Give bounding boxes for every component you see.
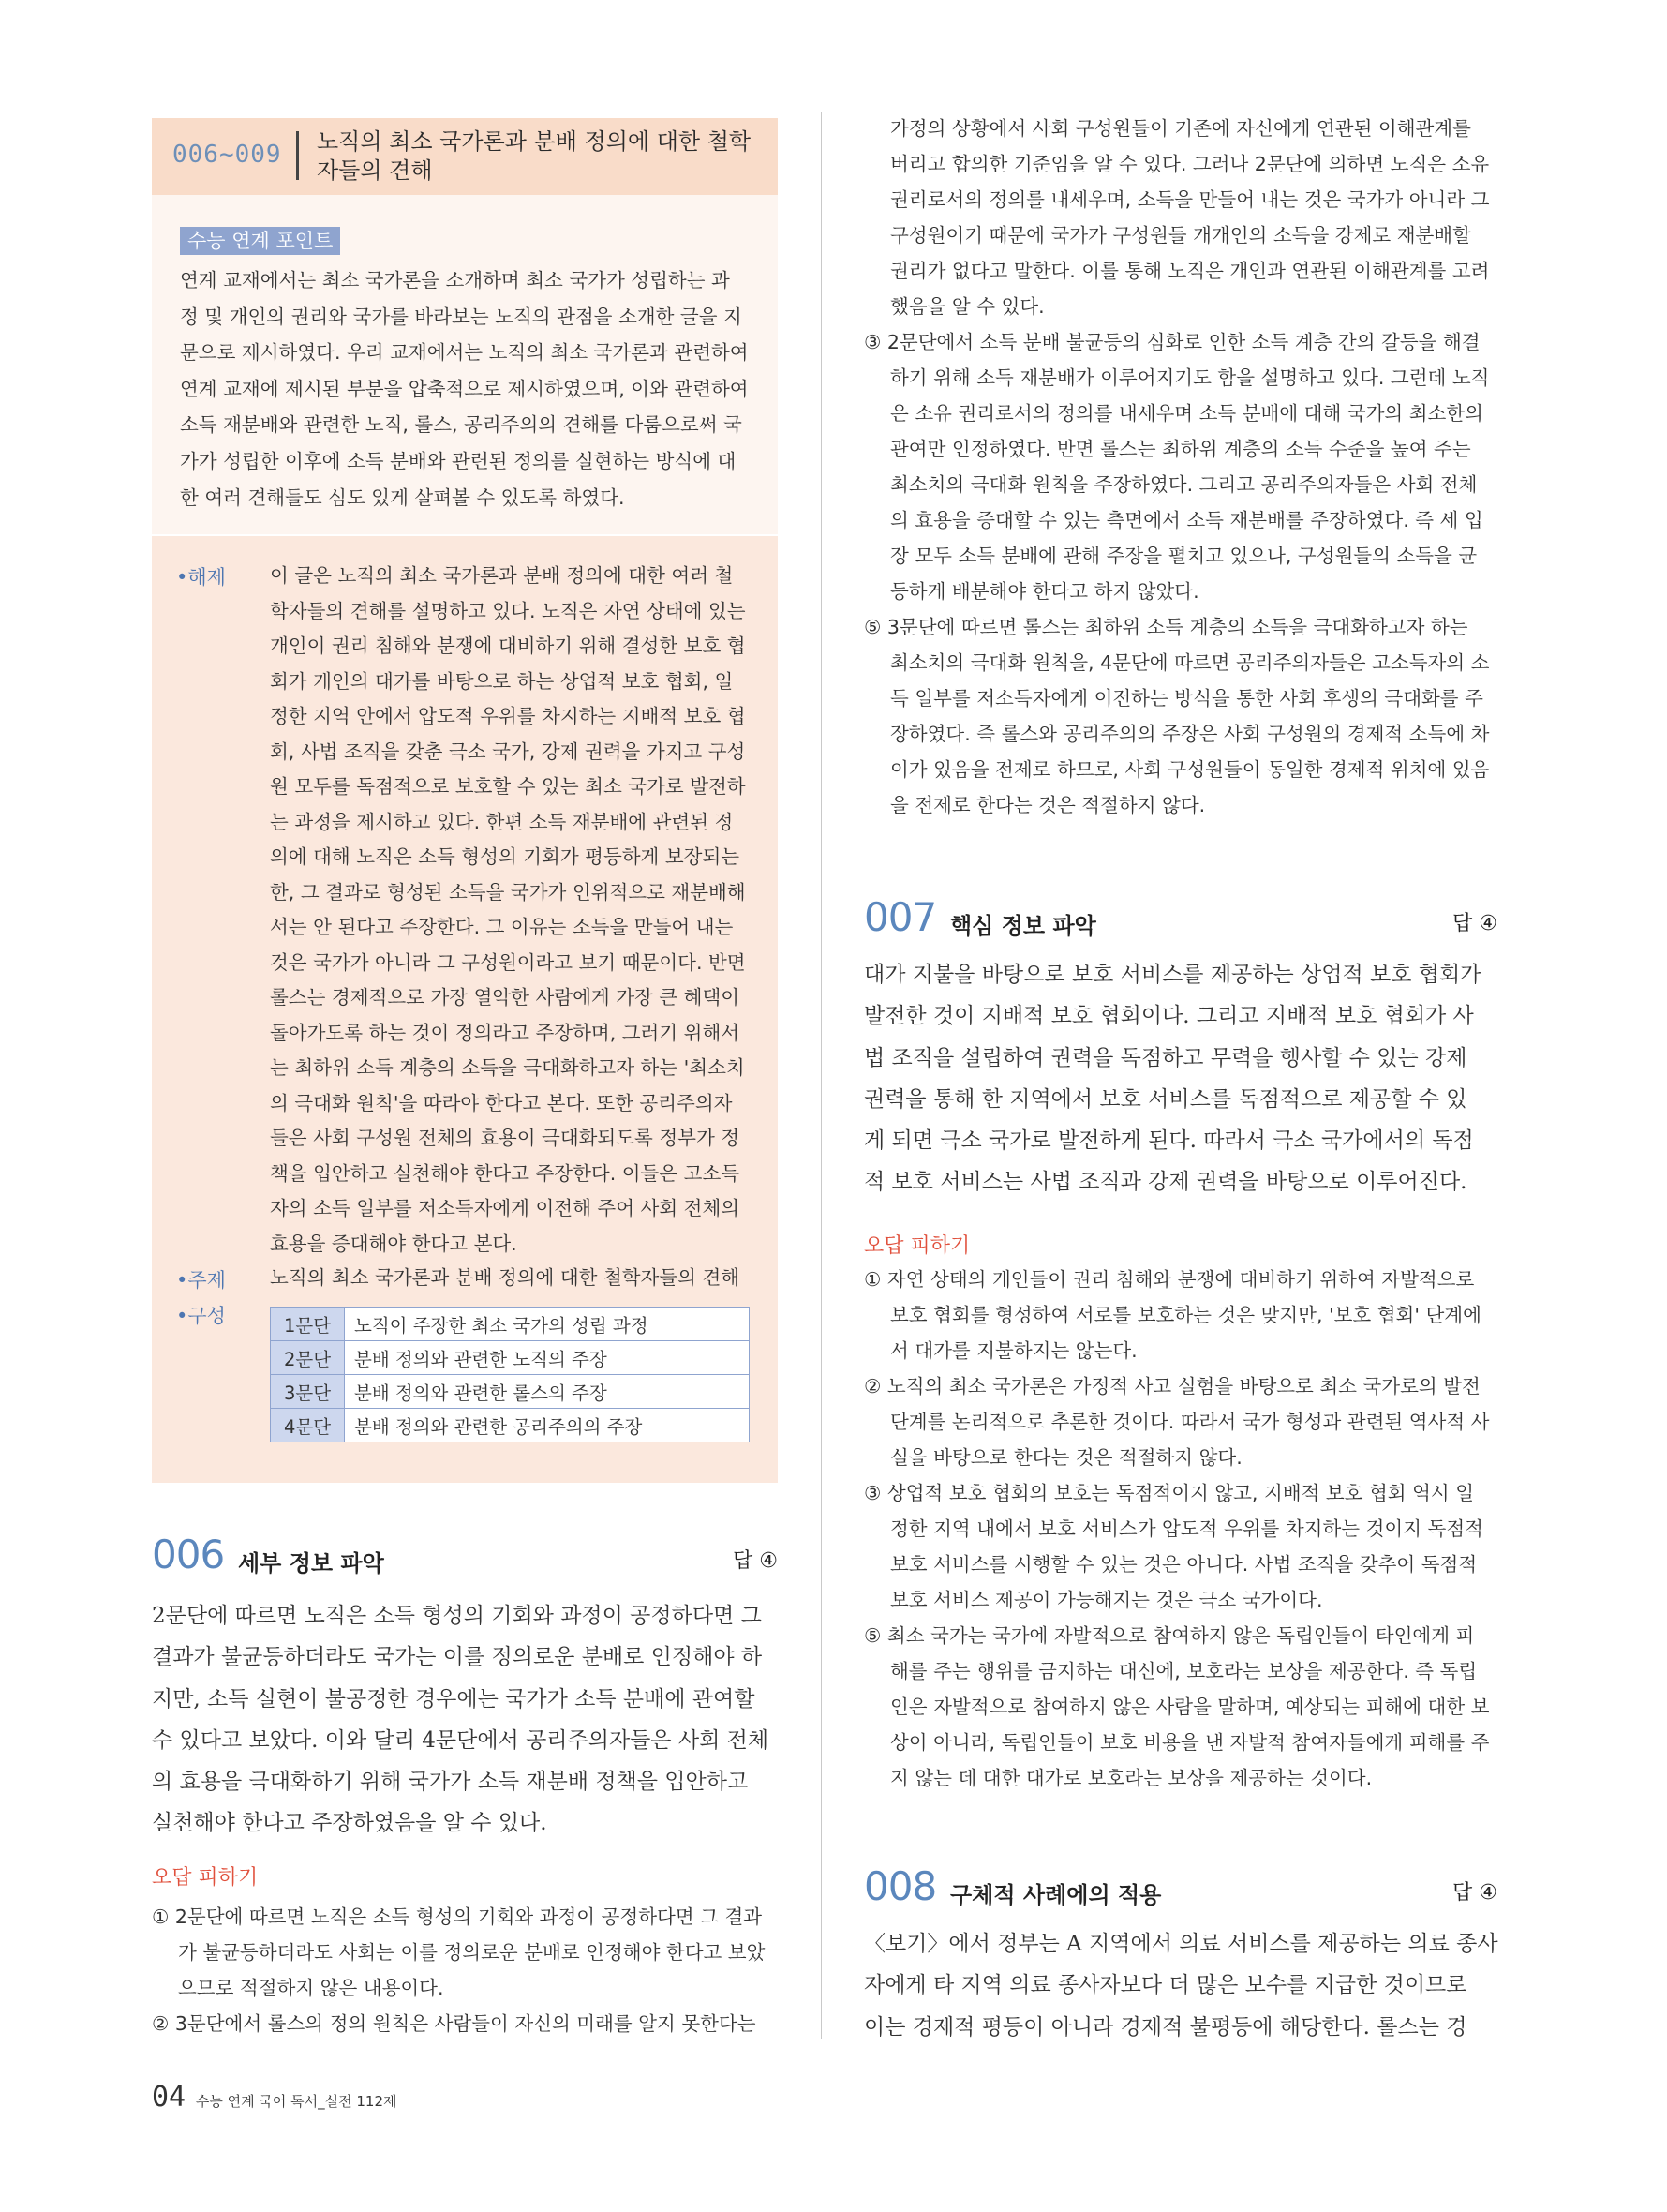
text-line: 는 최하위 소득 계층의 소득을 극대화하고자 하는 '최소치	[270, 1056, 745, 1079]
text-line: 상이 아니라, 독립인들이 보호 비용을 낸 자발적 참여자들에게 피해를 주	[890, 1731, 1490, 1754]
wrong-answer-label: 오답 피하기	[152, 1866, 259, 1890]
question-title: 세부 정보 파악	[238, 1550, 384, 1577]
question-007-explanation	[864, 954, 1497, 1203]
text-line: ② 노직의 최소 국가론은 가정적 사고 실험을 바탕으로 최소 국가로의 발전	[864, 1375, 1481, 1397]
text-line: 소득 재분배와 관련한 노직, 롤스, 공리주의의 견해를 다룸으로써 국	[180, 413, 742, 437]
question-number: 006	[152, 1532, 225, 1577]
topic-text: 노직의 최소 국가론과 분배 정의에 대한 철학자들의 견해	[270, 1266, 740, 1289]
text-line: 결과가 불균등하더라도 국가는 이를 정의로운 분배로 인정해야 하	[152, 1645, 763, 1670]
book-title: 수능 연계 국어 독서_실전 112제	[195, 2093, 397, 2110]
table-row	[271, 1409, 750, 1442]
text-line: 득 일부를 저소득자에게 이전하는 방식을 통한 사회 후생의 극대화를 주	[890, 687, 1483, 710]
text-line: 이는 경제적 평등이 아니라 경제적 불평등에 해당한다. 롤스는 경	[864, 2014, 1467, 2040]
text-line: 의 효용을 증대할 수 있는 측면에서 소득 재분배를 주장하였다. 즉 세 입	[890, 509, 1483, 531]
text-line: 버리고 합의한 기준임을 알 수 있다. 그러나 2문단에 의하면 노직은 소유	[890, 153, 1490, 175]
text-line: ② 3문단에서 롤스의 정의 원칙은 사람들이 자신의 미래를 알지 못한다는	[152, 2012, 756, 2035]
text-line: 정 및 개인의 권리와 국가를 바라보는 노직의 관점을 소개한 글을 지	[180, 305, 742, 328]
answer-label: 답 ④	[1452, 1881, 1497, 1905]
column-divider	[821, 112, 822, 2039]
text-line: 효용을 증대해야 한다고 본다.	[270, 1232, 517, 1255]
text-line: 의 극대화 원칙'을 따라야 한다고 본다. 또한 공리주의자	[270, 1091, 733, 1114]
question-008-explanation	[864, 1923, 1497, 2048]
text-line: 은 소유 권리로서의 정의를 내세우며 소득 분배에 대해 국가의 최소한의	[890, 402, 1483, 425]
text-line: 의 효용을 극대화하기 위해 국가가 소득 재분배 정책을 입안하고	[152, 1770, 749, 1795]
text-line: 연계 교재에서는 최소 국가론을 소개하며 최소 국가가 성립하는 과	[180, 269, 730, 291]
text-line: 들은 사회 구성원 전체의 효용이 극대화되도록 정부가 정	[270, 1127, 740, 1149]
text-line: 적 보호 서비스는 사법 조직과 강제 권력을 바탕으로 이루어진다.	[864, 1170, 1467, 1195]
text-line: 가 불균등하더라도 사회는 이를 정의로운 분배로 인정해야 한다고 보았	[178, 1941, 766, 1964]
passage-number: 006~009	[172, 141, 282, 169]
analysis-box	[152, 536, 778, 1483]
text-line: 실을 바탕으로 한다는 것은 적절하지 않다.	[890, 1446, 1243, 1469]
paragraph-cell: 1문단	[271, 1308, 345, 1341]
text-line: 책을 입안하고 실천해야 한다고 주장한다. 이들은 고소득	[270, 1161, 740, 1185]
text-line: 지만, 소득 실현이 불공정한 경우에는 국가가 소득 분배에 관여할	[152, 1686, 755, 1711]
paragraph-cell: 3문단	[271, 1375, 345, 1409]
text-line: 개인이 권리 침해와 분쟁에 대비하기 위해 결성한 보호 협	[270, 635, 746, 657]
text-line: 학자들의 견해를 설명하고 있다. 노직은 자연 상태에 있는	[270, 599, 746, 622]
question-008-header	[864, 1863, 1497, 1908]
content-cell: 분배 정의와 관련한 롤스의 주장	[345, 1375, 750, 1409]
text-line: 가가 성립한 이후에 소득 분배와 관련된 정의를 실현하는 방식에 대	[180, 449, 737, 472]
text-line: 실천해야 한다고 주장하였음을 알 수 있다.	[152, 1811, 547, 1836]
text-line: 권력을 통해 한 지역에서 보호 서비스를 독점적으로 제공할 수 있	[864, 1086, 1467, 1112]
text-line: 한, 그 결과로 형성된 소득을 국가가 인위적으로 재분배해	[270, 880, 746, 904]
text-line: 원 모두를 독점적으로 보호할 수 있는 최소 국가로 발전하	[270, 775, 746, 798]
question-title: 구체적 사례에의 적용	[950, 1882, 1162, 1908]
passage-title: 노직의 최소 국가론과 분배 정의에 대한 철학자들의 견해	[317, 128, 752, 184]
text-line: 관여만 인정하였다. 반면 롤스는 최하위 계층의 소득 수준을 높여 주는	[890, 438, 1471, 460]
text-line: 수 있다고 보았다. 이와 달리 4문단에서 공리주의자들은 사회 전체	[152, 1727, 769, 1753]
text-line: 회, 사법 조직을 갖춘 극소 국가, 강제 권력을 가지고 구성	[270, 740, 746, 763]
topic-label: •주제	[176, 1269, 226, 1292]
text-line: 서 대가를 지불하지는 않는다.	[890, 1339, 1138, 1362]
text-line: 2문단에 따르면 노직은 소득 형성의 기회와 과정이 공정하다면 그	[152, 1604, 762, 1628]
text-line: 보호 서비스를 시행할 수 있는 것은 아니다. 사법 조직을 갖추어 독점적	[890, 1553, 1478, 1576]
text-line: 자에게 타 지역 의료 종사자보다 더 많은 보수를 지급한 것이므로	[864, 1973, 1467, 1998]
text-line: 회가 개인의 대가를 바탕으로 하는 상업적 보호 협회, 일	[270, 669, 734, 693]
wrong-answer-label: 오답 피하기	[864, 1234, 971, 1258]
text-line: 으므로 적절하지 않은 내용이다.	[178, 1977, 444, 1999]
text-line: 권리로서의 정의를 내세우며, 소득을 만들어 내는 것은 국가가 아니라 그	[890, 188, 1490, 211]
passage-header	[152, 118, 778, 195]
page-footer	[152, 2081, 397, 2114]
question-number: 007	[864, 894, 937, 940]
content-cell: 분배 정의와 관련한 노직의 주장	[345, 1341, 750, 1375]
structure-label: •구성	[176, 1305, 226, 1327]
structure-table	[270, 1307, 750, 1442]
text-line: 장하였다. 즉 롤스와 공리주의의 주장은 사회 구성원의 경제적 소득에 차	[890, 723, 1490, 745]
haeje-text	[270, 559, 761, 1262]
wrong-answer-list	[864, 1262, 1497, 1796]
text-line: 장 모두 소득 분배에 관해 주장을 펼치고 있으나, 구성원들의 소득을 균	[890, 545, 1478, 567]
question-006-header	[152, 1532, 778, 1577]
content-cell: 노직이 주장한 최소 국가의 성립 과정	[345, 1308, 750, 1341]
paragraph-cell: 2문단	[271, 1341, 345, 1375]
text-line: 보호 협회를 형성하여 서로를 보호하는 것은 맞지만, '보호 협회' 단계에	[890, 1304, 1481, 1326]
haeje-label: •해제	[176, 566, 226, 589]
text-line: 이 글은 노직의 최소 국가론과 분배 정의에 대한 여러 철	[270, 564, 734, 587]
text-line: 가정의 상황에서 사회 구성원들이 기존에 자신에게 연관된 이해관계를	[890, 117, 1471, 140]
q006-continued	[864, 111, 1497, 823]
text-line: 문으로 제시하였다. 우리 교재에서는 노직의 최소 국가론과 관련하여	[180, 341, 749, 365]
answer-label: 답 ④	[1452, 912, 1497, 935]
text-line: 발전한 것이 지배적 보호 협회이다. 그리고 지배적 보호 협회가 사	[864, 1004, 1474, 1029]
question-number: 008	[864, 1863, 937, 1909]
text-line: 연계 교재에 제시된 부분을 압축적으로 제시하였으며, 이와 관련하여	[180, 377, 749, 400]
text-line: 단계를 논리적으로 추론한 것이다. 따라서 국가 형성과 관련된 역사적 사	[890, 1411, 1490, 1433]
table-row	[271, 1375, 750, 1409]
text-line: 지 않는 데 대한 대가로 보호라는 보상을 제공하는 것이다.	[890, 1767, 1373, 1789]
text-line: 돌아가도록 하는 것이 정의라고 주장하며, 그러기 위해서	[270, 1021, 740, 1044]
text-line: 〈보기〉에서 정부는 A 지역에서 의료 서비스를 제공하는 의료 종사	[864, 1932, 1498, 1956]
wrong-answer-list	[152, 1899, 778, 2041]
header-divider	[296, 131, 299, 180]
text-line: ③ 2문단에서 소득 분배 불균등의 심화로 인한 소득 계층 간의 갈등을 해결	[864, 331, 1481, 353]
text-line: 을 전제로 한다는 것은 적절하지 않다.	[890, 794, 1206, 816]
text-line: 것은 국가가 아니라 그 구성원이라고 보기 때문이다. 반면	[270, 950, 746, 974]
text-line: 롤스는 경제적으로 가장 열악한 사람에게 가장 큰 혜택이	[270, 986, 740, 1009]
table-row	[271, 1308, 750, 1341]
page-number: 04	[152, 2081, 186, 2114]
question-006-explanation	[152, 1595, 778, 1845]
text-line: 법 조직을 설립하여 권력을 독점하고 무력을 행사할 수 있는 강제	[864, 1045, 1467, 1070]
text-line: 했음을 알 수 있다.	[890, 295, 1045, 318]
text-line: ① 2문단에 따르면 노직은 소득 형성의 기회와 과정이 공정하다면 그 결과	[152, 1906, 763, 1928]
text-line: 구성원이기 때문에 국가가 구성원들 개개인의 소득을 강제로 재분배할	[890, 224, 1471, 247]
text-line: 한 여러 견해들도 심도 있게 살펴볼 수 있도록 하였다.	[180, 486, 625, 509]
text-line: ③ 상업적 보호 협회의 보호는 독점적이지 않고, 지배적 보호 협회 역시 일	[864, 1482, 1475, 1504]
text-line: 최소치의 극대화 원칙을, 4문단에 따르면 공리주의자들은 고소득자의 소	[890, 651, 1490, 674]
question-007-header	[864, 894, 1497, 939]
text-line: 서는 안 된다고 주장한다. 그 이유는 소득을 만들어 내는	[270, 916, 734, 938]
text-line: 게 되면 극소 국가로 발전하게 된다. 따라서 극소 국가에서의 독점	[864, 1128, 1474, 1154]
table-row	[271, 1341, 750, 1375]
text-line: 대가 지불을 바탕으로 보호 서비스를 제공하는 상업적 보호 협회가	[864, 963, 1481, 987]
text-line: 정한 지역 안에서 압도적 우위를 차지하는 지배적 보호 협	[270, 705, 746, 727]
text-line: ⑤ 3문단에 따르면 롤스는 최하위 소득 계층의 소득을 극대화하고자 하는	[864, 616, 1468, 638]
text-line: 권리가 없다고 말한다. 이를 통해 노직은 개인과 연관된 이해관계를 고려	[890, 260, 1490, 282]
question-title: 핵심 정보 파악	[950, 913, 1096, 939]
text-line: 해를 주는 행위를 금지하는 대신에, 보호라는 보상을 제공한다. 즉 독립	[890, 1660, 1478, 1682]
text-line: 정한 지역 내에서 보호 서비스가 압도적 우위를 차지하는 것이지 독점적	[890, 1517, 1483, 1540]
link-point-text	[180, 262, 753, 516]
text-line: 자의 소득 일부를 저소득자에게 이전해 주어 사회 전체의	[270, 1197, 740, 1219]
text-line: ① 자연 상태의 개인들이 권리 침해와 분쟁에 대비하기 위하여 자발적으로	[864, 1268, 1475, 1291]
paragraph-cell: 4문단	[271, 1409, 345, 1442]
text-line: 하기 위해 소득 재분배가 이루어지기도 함을 설명하고 있다. 그런데 노직	[890, 366, 1490, 389]
link-point-box	[152, 195, 778, 534]
text-line: 등하게 배분해야 한다고 하지 않았다.	[890, 580, 1199, 603]
text-line: 이가 있음을 전제로 하므로, 사회 구성원들이 동일한 경제적 위치에 있음	[890, 758, 1490, 781]
text-line: 보호 서비스 제공이 가능해지는 것은 극소 국가이다.	[890, 1589, 1323, 1611]
text-line: 인은 자발적으로 참여하지 않은 사람을 말하며, 예상되는 피해에 대한 보	[890, 1696, 1490, 1718]
answer-label: 답 ④	[733, 1549, 778, 1573]
text-line: ⑤ 최소 국가는 국가에 자발적으로 참여하지 않은 독립인들이 타인에게 피	[864, 1624, 1475, 1647]
text-line: 최소치의 극대화 원칙을 주장하였다. 그리고 공리주의자들은 사회 전체	[890, 473, 1478, 496]
content-cell: 분배 정의와 관련한 공리주의의 주장	[345, 1409, 750, 1442]
text-line: 는 과정을 제시하고 있다. 한편 소득 재분배에 관련된 정	[270, 810, 734, 833]
text-line: 의에 대해 노직은 소득 형성의 기회가 평등하게 보장되는	[270, 845, 740, 868]
link-point-label: 수능 연계 포인트	[180, 227, 340, 255]
